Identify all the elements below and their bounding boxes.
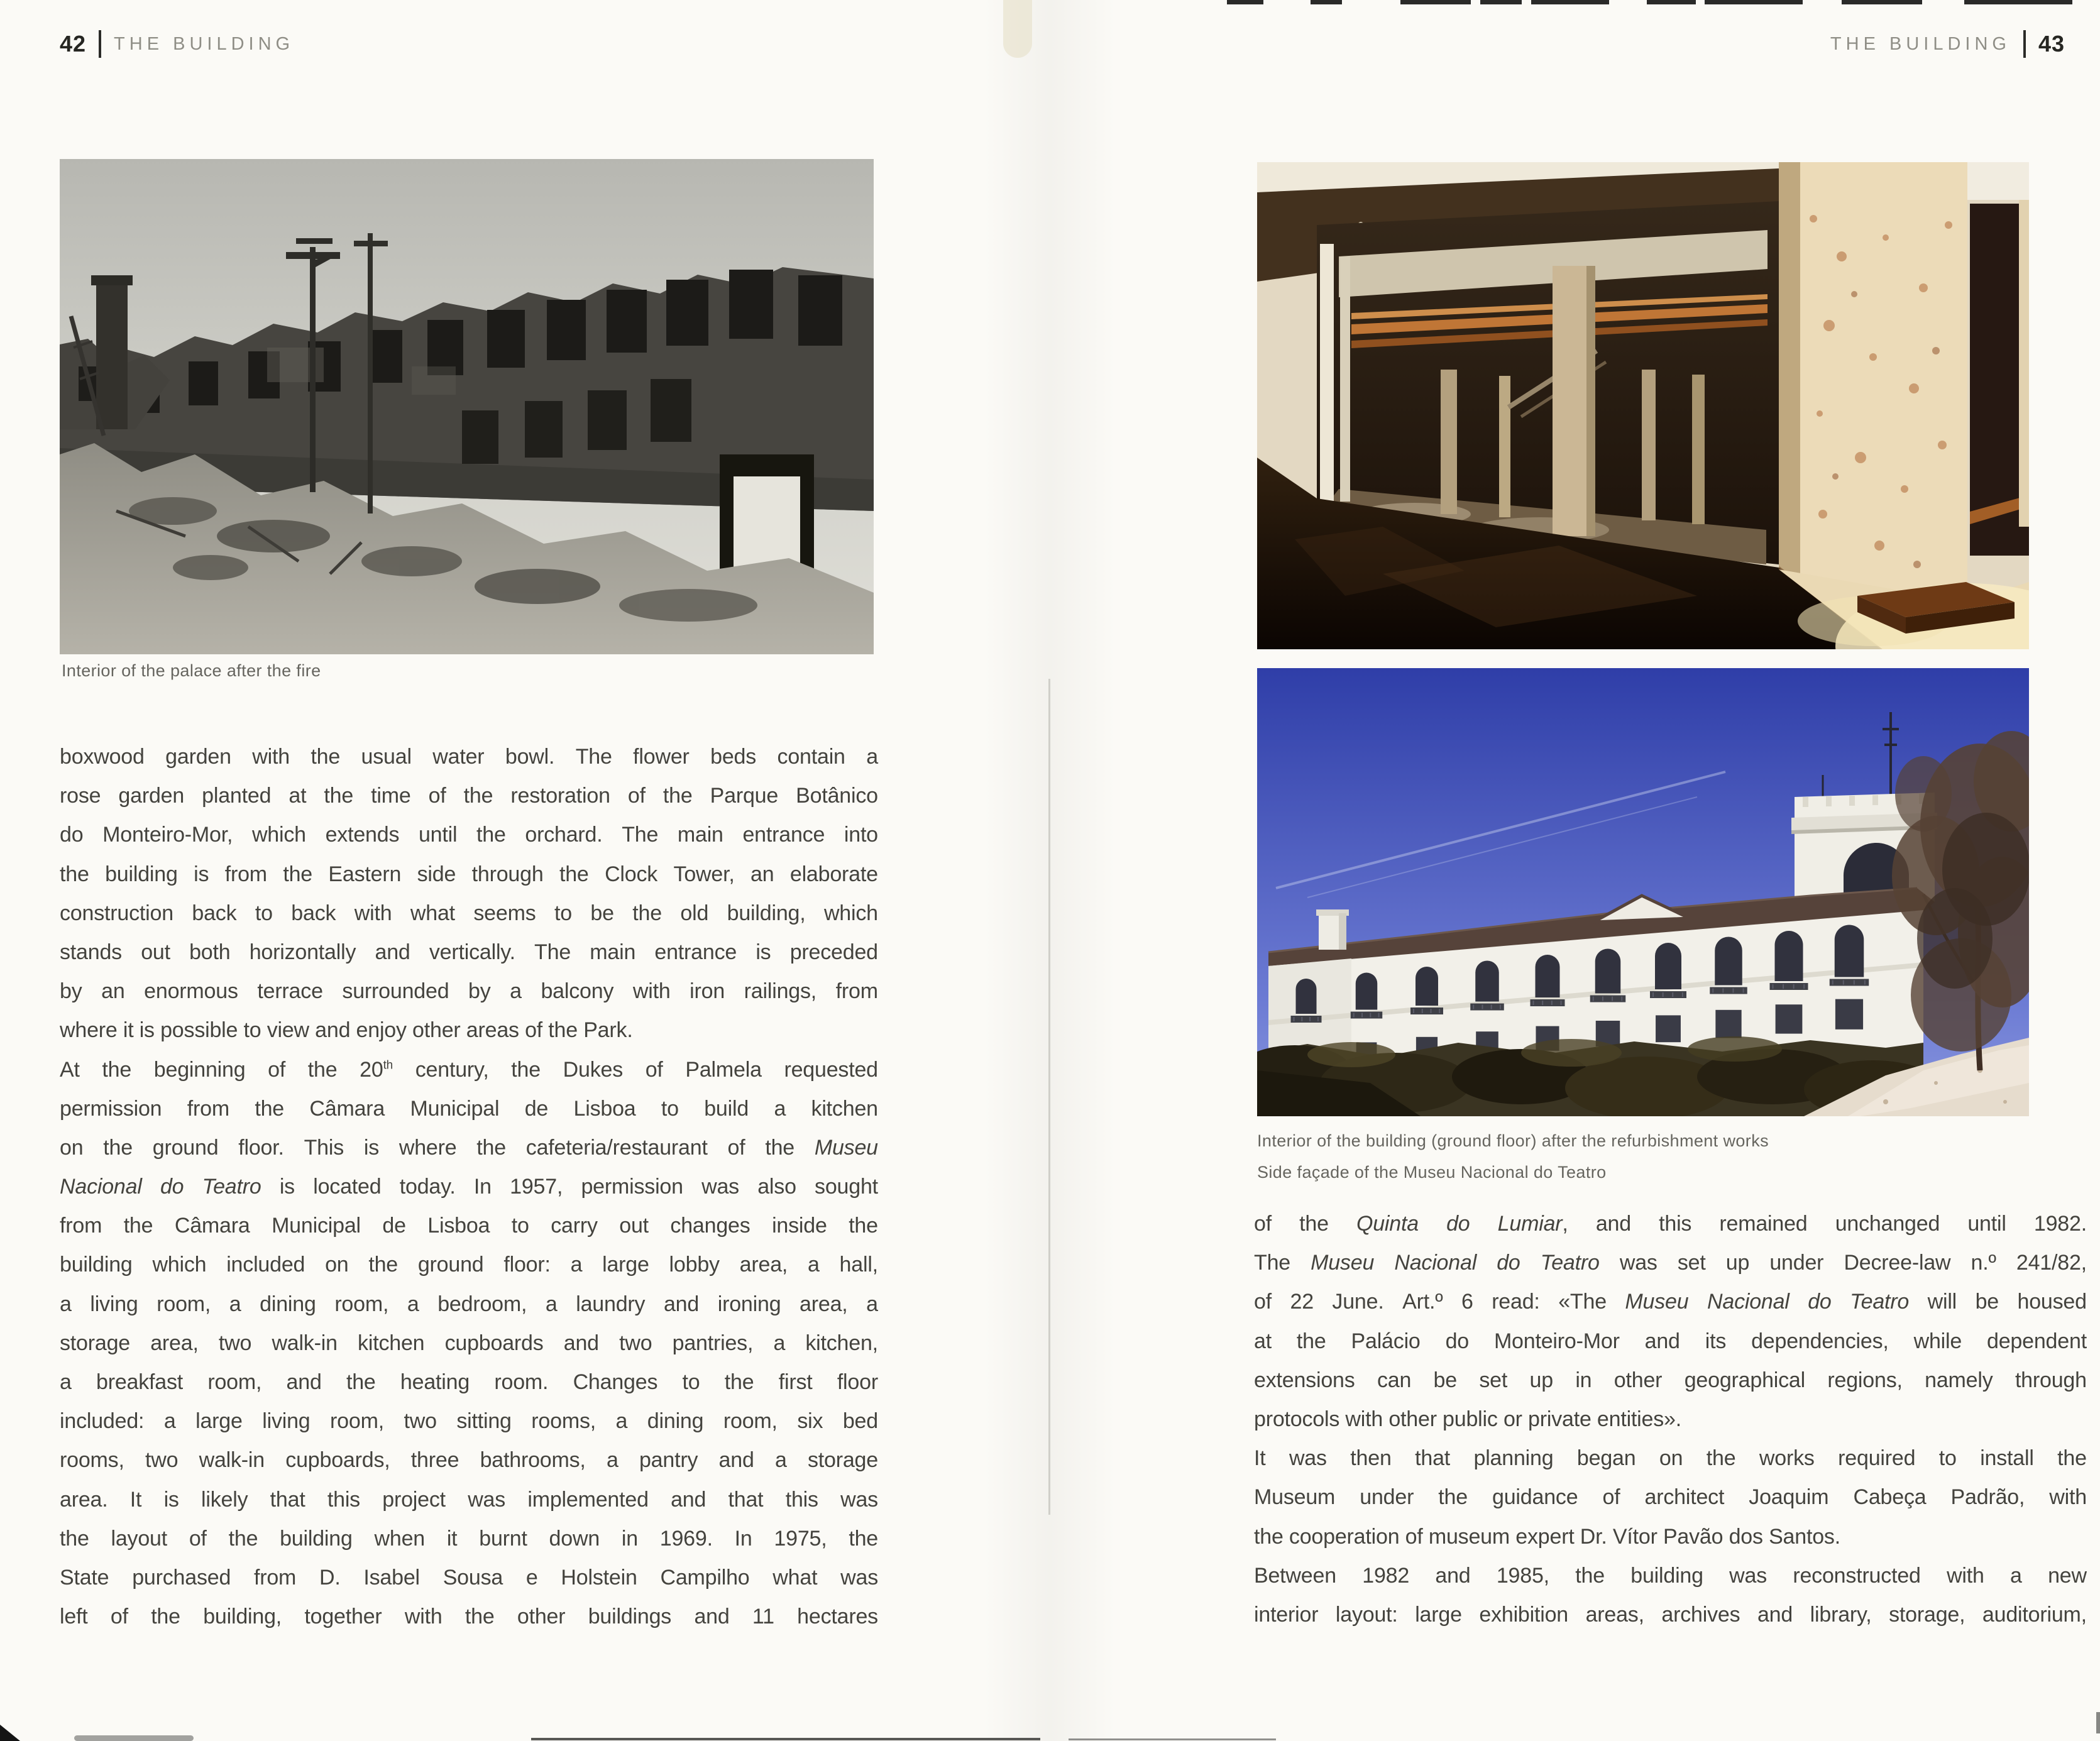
scan-artifact [1069,1738,1276,1740]
scan-artifact [1647,0,1696,4]
scan-artifact [531,1738,1040,1740]
section-title: THE BUILDING [114,33,295,54]
scan-artifact [1705,0,1803,4]
body-text-left: boxwood garden with the usual water bowl. The flower beds contain a rose garden planted at the time of the restoration of the Parque Botânico do Monteiro-Mor, which extends until the orchard. The main entrance into the building is from the Eastern side through the Clock Tower, an elaborate construction back to back with what seems to be the old building, which stands out both horizontally and vertically. The main entrance is preceded by an enormous terrace surrounded by a balcony with iron railings, from where it is possible to view and enjoy other areas of the Park. At the beginning of the 20th century, the Dukes of Palmela requested permission from the Câmara Municipal de Lisboa to build a kitchen on the ground floor. This is where the cafeteria/restaurant of the Museu Nacional do Teatro is located today. In 1957, permission was also sought from the Câmara Municipal de Lisboa to carry out changes inside the building which included on the ground floor: a large lobby area, a hall, a living room, a dining room, a bedroom, a laundry and ironing area, a storage area, two walk-in kitchen cupboards and two pantries, a kitchen, a breakfast room, and the heating room. Changes to the first floor included: a large living room, two sitting rooms, a dining room, six bed rooms, two walk-in cupboards, three bathrooms, a pantry and a storage area. It is likely that this project was implemented and that this was the layout of the building when it burnt down in 1969. In 1975, the State purchased from D. Isabel Sousa e Holstein Campilho what was left of the building, together with the other buildings and 11 hectares [60,745,878,1629]
scan-artifact [1480,0,1522,4]
scan-artifact [1311,0,1342,4]
scan-artifact [1400,0,1471,4]
interior-illustration [1257,162,2029,649]
photo-caption-left: Interior of the palace after the fire [62,661,321,680]
facade-illustration [1257,668,2029,1116]
photo-caption-facade: Side façade of the Museu Nacional do Teatro [1257,1163,1607,1182]
scan-artifact [2096,1712,2100,1733]
ruins-illustration [60,159,874,654]
page-header-right [1830,28,2065,60]
photo-captions-right [1257,1125,1769,1188]
scan-artifact [1842,0,1922,4]
scan-artifact [1531,0,1609,4]
body-text-right: of the Quinta do Lumiar, and this remained unchanged until 1982. The Museu Nacional do Teatro was set up under Decree-law n.º 241/82, of 22 June. Art.º 6 read: «The Museu Nacional do Teatro will be housed at the Palácio do Monteiro-Mor and its dependencies, while dependent extensions can be set up in other geographical regions, namely through protocols with other public or private entities». It was then that planning began on the works required to install the Museum under the guidance of architect Joaquim Cabeça Padrão, with the cooperation of museum expert Dr. Vítor Pavão dos Santos. Between 1982 and 1985, the building was reconstructed with a new interior layout: large exhibition areas, archives and library, storage, auditorium, [1254,1212,2087,1627]
photo-caption-interior: Interior of the building (ground floor) after the refurbishment works [1257,1131,1769,1150]
section-title: THE BUILDING [1830,33,2011,54]
scan-artifact [1227,0,1263,4]
header-divider [2023,30,2026,58]
scan-artifact [1964,0,2072,4]
photo-palace-ruins-after-fire [60,159,874,654]
photo-museum-side-facade [1257,668,2029,1116]
header-divider [99,30,101,58]
page-gutter-line [1048,679,1050,1515]
page-header-left [60,28,294,60]
photo-interior-refurbished [1257,162,2029,649]
page-number: 42 [60,31,87,57]
scan-artifact [1003,0,1032,58]
scan-artifact [0,1725,20,1741]
scan-artifact [74,1735,194,1741]
page-number: 43 [2038,31,2065,57]
